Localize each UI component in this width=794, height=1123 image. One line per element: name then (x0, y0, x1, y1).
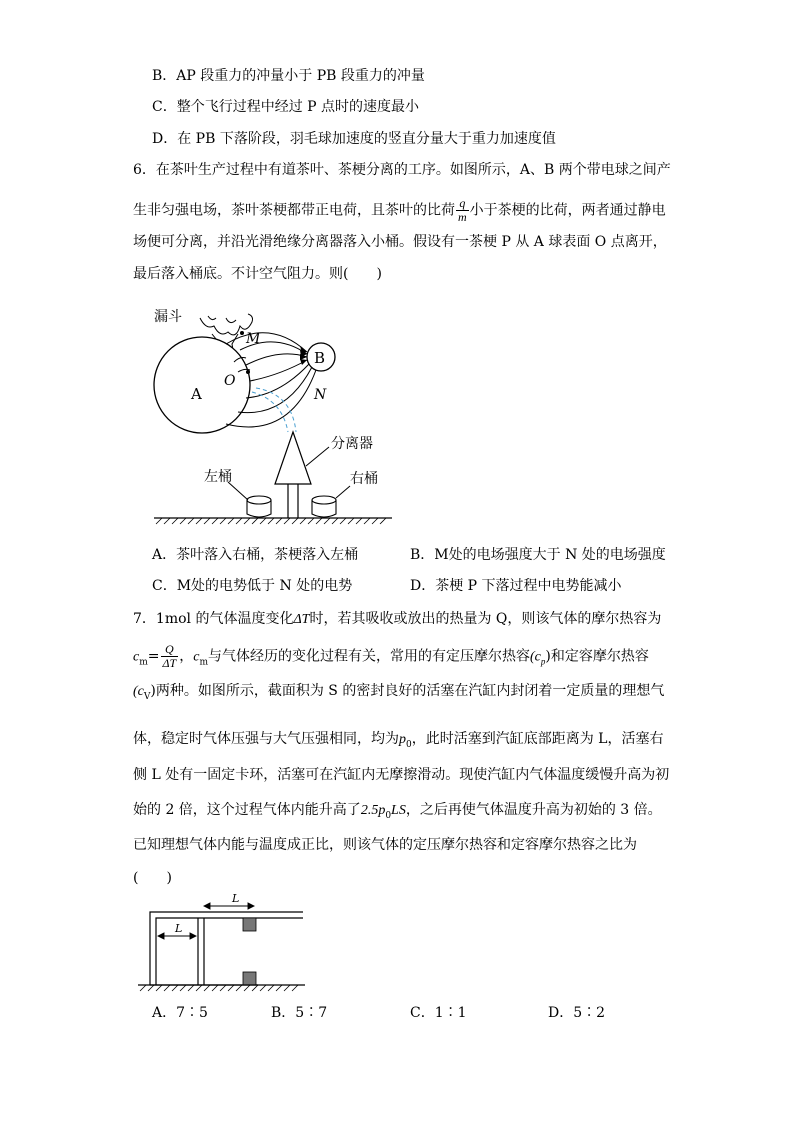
label-l-inner: L (175, 922, 183, 935)
label-ball-a: A (191, 385, 202, 403)
q7-option-a: A．7∶5 (152, 1005, 208, 1021)
q7-comma: ， (179, 648, 194, 665)
label-point-n: N (314, 387, 327, 403)
stop-ring-top (243, 918, 256, 931)
q7-molar-heat-symbol-2: c (193, 649, 200, 665)
q7-stem-line3-part2: 两种。如图所示，截面积为 S 的密封良好的活塞在汽缸内封闭着一定质量的理想气 (155, 683, 665, 699)
q7-energy-ls: LS (391, 803, 406, 818)
label-funnel: 漏斗 (154, 309, 182, 325)
q7-cv-close: ) (150, 683, 156, 699)
stop-ring-bottom (243, 972, 256, 985)
label-point-o: O (224, 373, 236, 389)
q7-option-b: B．5∶7 (271, 1005, 328, 1021)
q7-option-d: D．5∶2 (548, 1005, 606, 1021)
q6-option-b: B．M处的电场强度大于 N 处的电场强度 (410, 547, 666, 563)
q5-option-d: D．在 PB 下落阶段，羽毛球加速度的竖直分量大于重力加速度值 (152, 131, 556, 147)
q6-stem-line1: 6．在茶叶生产过程中有道茶叶、茶梗分离的工序。如图所示，A、B 两个带电球之间产 (133, 162, 671, 178)
q6-stem-line2-part2: 小于茶梗的比荷，两者通过静电 (469, 202, 666, 219)
q7-stem-line5: 侧 L 处有一固定卡环，活塞可在汽缸内无摩擦滑动。现使汽缸内气体温度缓慢升高为初 (133, 767, 670, 783)
q7-stem-line1-part1: 7．1mol 的气体温度变化 (133, 611, 294, 627)
q7-stem-line2-part2: 与气体经历的变化过程有关，常用的有定压摩尔热容 (207, 648, 530, 665)
q7-molar-heat-subscript: m (139, 657, 148, 668)
q6-stem-line2-part1: 生非匀强电场，茶叶茶梗都带正电荷，且茶叶的比荷 (133, 202, 455, 219)
piston (198, 918, 204, 985)
q7-ground-hatching (140, 985, 298, 991)
fraction-denominator: ΔT (162, 656, 177, 670)
label-ball-b: B (314, 349, 326, 367)
q7-energy-coefficient: 2.5 (360, 803, 379, 818)
q7-equals-sign: = (147, 648, 160, 665)
cylinder (150, 912, 303, 985)
q6-option-a: A．茶叶落入右桶，茶梗落入左桶 (152, 547, 359, 563)
q7-cv-symbol: (c (133, 684, 144, 699)
q7-cp-symbol: (c (529, 649, 541, 665)
q7-cv-subscript: V (143, 691, 151, 702)
label-left-bucket: 左桶 (204, 469, 232, 485)
q7-cp-subscript: p (540, 656, 546, 667)
q7-molar-heat-subscript-2: m (199, 657, 208, 668)
q7-stem-line1-part2: 时，若其吸收或放出的热量为 Q，则该气体的摩尔热容为 (309, 611, 662, 627)
label-right-bucket: 右桶 (350, 471, 378, 487)
fraction-denominator: m (458, 210, 467, 224)
q6-stem-line3: 场便可分离，并沿光滑绝缘分离器落入小桶。假设有一茶梗 P 从 A 球表面 O 点离开， (133, 234, 667, 250)
label-point-m: M (246, 331, 261, 347)
q7-cp-close: ) (545, 648, 551, 665)
label-l-top: L (232, 892, 240, 905)
q6-stem-line4: 最后落入桶底。不计空气阻力。则( ) (133, 266, 382, 282)
q6-option-c: C．M处的电势低于 N 处的电势 (152, 578, 353, 594)
q7-stem-line4-part1: 体，稳定时气体压强与大气压强相同，均为 (133, 731, 399, 747)
q7-stem-line7: 已知理想气体内能与温度成正比，则该气体的定压摩尔热容和定容摩尔热容之比为 (133, 837, 637, 853)
q7-molar-heat-symbol: c (133, 649, 140, 665)
fraction-numerator: q (456, 197, 469, 211)
q5-option-b: B．AP 段重力的冲量小于 PB 段重力的冲量 (152, 68, 425, 84)
q5-option-c: C．整个飞行过程中经过 P 点时的速度最小 (152, 99, 420, 115)
q7-p0-symbol: p (399, 732, 406, 747)
q7-stem-line2-part3: 和定容摩尔热容 (550, 648, 649, 665)
q7-option-c: C．1∶1 (410, 1005, 467, 1021)
dimension-top (204, 903, 254, 909)
label-separator: 分离器 (331, 436, 373, 452)
q6-option-d: D．茶梗 P 下落过程中电势能减小 (410, 578, 622, 594)
q7-delta-t: ΔT (293, 612, 310, 627)
q7-p0-subscript: 0 (406, 739, 412, 750)
q7-stem-line4-part2: ，此时活塞到汽缸底部距离为 L，活塞右 (411, 731, 664, 747)
q7-energy-subscript: 0 (385, 810, 392, 821)
q7-stem-line6-part1: 始的 2 倍，这个过程气体内能升高了 (133, 802, 361, 818)
q7-stem-line6-part2: ，之后再使气体温度升高为初始的 3 倍。 (405, 802, 662, 818)
q7-stem-line8: ( ) (133, 870, 172, 886)
q7-energy-p: p (378, 803, 386, 818)
fraction-numerator: Q (161, 643, 179, 657)
